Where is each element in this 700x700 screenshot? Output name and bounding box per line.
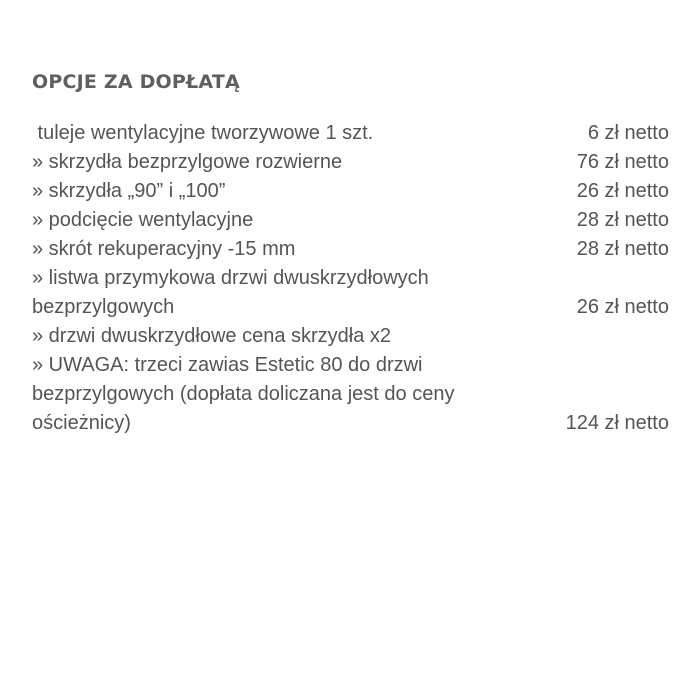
option-label: » skrót rekuperacyjny -15 mm	[32, 238, 296, 260]
option-price: 76 zł netto	[576, 151, 669, 173]
option-row	[32, 264, 669, 322]
option-row	[32, 177, 669, 206]
option-price: 28 zł netto	[576, 209, 669, 231]
option-price: 26 zł netto	[576, 180, 669, 202]
option-label: » podcięcie wentylacyjne	[32, 209, 254, 231]
option-row	[32, 206, 669, 235]
option-label: » skrzydła bezprzylgowe rozwierne	[32, 151, 343, 173]
option-label: » listwa przymykowa drzwi dwuskrzydłowych bezprzylgowych	[32, 267, 429, 318]
option-row	[32, 322, 669, 351]
option-row	[32, 148, 669, 177]
option-price: 6 zł netto	[587, 122, 669, 144]
option-price: 28 zł netto	[576, 238, 669, 260]
options-list	[32, 119, 669, 438]
option-label: tuleje wentylacyjne tworzywowe 1 szt.	[32, 122, 374, 144]
option-price: 26 zł netto	[576, 296, 669, 318]
option-label: » skrzydła „90” i „100”	[32, 180, 226, 202]
option-label: » drzwi dwuskrzydłowe cena skrzydła x2	[32, 325, 392, 347]
options-section	[32, 66, 669, 438]
option-row	[32, 235, 669, 264]
option-row	[32, 119, 669, 148]
option-price: 124 zł netto	[565, 412, 669, 434]
option-label: » UWAGA: trzeci zawias Estetic 80 do drzwi bezprzylgowych (dopłata doliczana jest do ceny ościeżnicy)	[32, 354, 455, 434]
section-title: OPCJE ZA DOPŁATĄ	[32, 71, 240, 93]
option-row	[32, 351, 669, 438]
